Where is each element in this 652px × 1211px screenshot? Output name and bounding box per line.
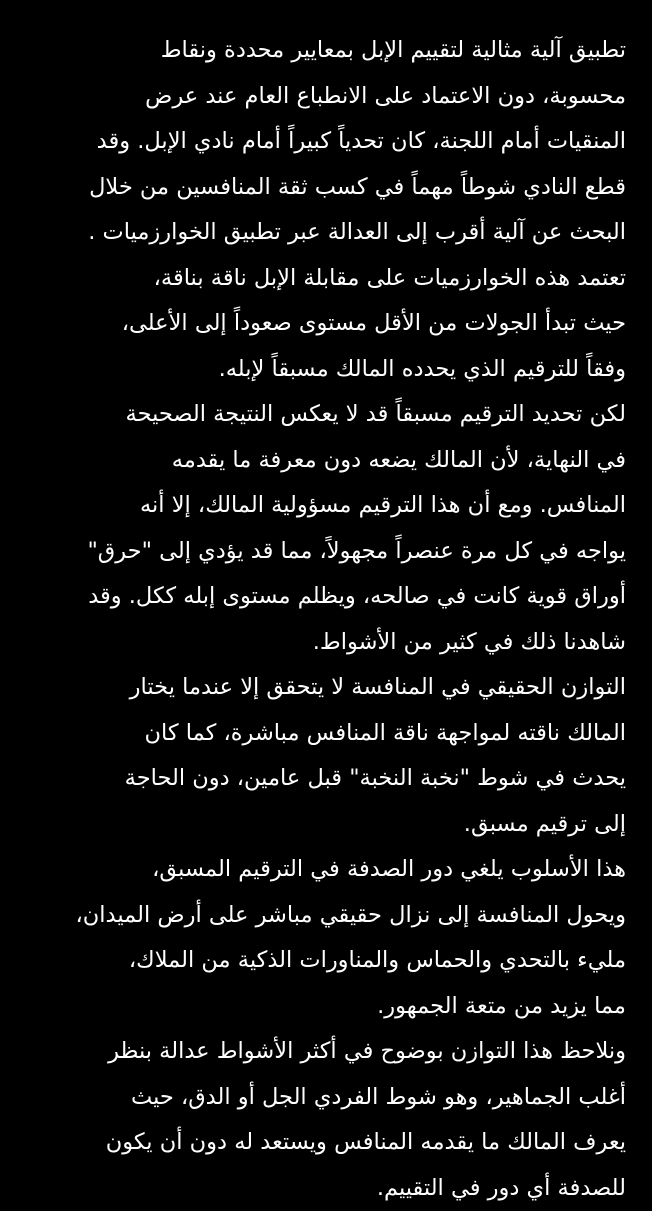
note-line: ويحول المنافسة إلى نزال حقيقي مباشر على أرض الميدان، [22,893,626,939]
note-text [22,28,626,1211]
note-line: المالك ناقته لمواجهة ناقة المنافس مباشرة، كما كان [22,711,626,757]
note-line: للصدفة أي دور في التقييم. [22,1166,626,1211]
top-edge [0,0,652,14]
note-line: تطبيق آلية مثالية لتقييم الإبل بمعايير محددة ونقاط [22,28,626,74]
note-line: تعتمد هذه الخوارزميات على مقابلة الإبل ناقة بناقة، [22,256,626,302]
note-line: إلى ترقيم مسبق. [22,802,626,848]
note-line: في النهاية، لأن المالك يضعه دون معرفة ما يقدمه [22,438,626,484]
note-line: شاهدنا ذلك في كثير من الأشواط. [22,620,626,666]
note-line: يحدث في شوط "نخبة النخبة" قبل عامين، دون الحاجة [22,756,626,802]
note-line: المنافس. ومع أن هذا الترقيم مسؤولية المالك، إلا أنه [22,483,626,529]
note-line: حيث تبدأ الجولات من الأقل مستوى صعوداً إلى الأعلى، [22,301,626,347]
note-line: هذا الأسلوب يلغي دور الصدفة في الترقيم المسبق، [22,847,626,893]
note-line: المنقيات أمام اللجنة، كان تحدياً كبيراً أمام نادي الإبل. وقد [22,119,626,165]
note-line: لكن تحديد الترقيم مسبقاً قد لا يعكس النتيجة الصحيحة [22,392,626,438]
note-line: أوراق قوية كانت في صالحه، ويظلم مستوى إبله ككل. وقد [22,574,626,620]
note-line: أغلب الجماهير، وهو شوط الفردي الجل أو الدق، حيث [22,1075,626,1121]
note-line: مليء بالتحدي والحماس والمناورات الذكية من الملاك، [22,938,626,984]
note-line: مما يزيد من متعة الجمهور. [22,984,626,1030]
note-line: يعرف المالك ما يقدمه المنافس ويستعد له دون أن يكون [22,1120,626,1166]
note-line: وفقاً للترقيم الذي يحدده المالك مسبقاً لإبله. [22,347,626,393]
note-line: التوازن الحقيقي في المنافسة لا يتحقق إلا عندما يختار [22,665,626,711]
note-line: ونلاحظ هذا التوازن بوضوح في أكثر الأشواط عدالة بنظر [22,1029,626,1075]
note-line: محسوبة، دون الاعتماد على الانطباع العام عند عرض [22,74,626,120]
note-line: قطع النادي شوطاً مهماً في كسب ثقة المنافسين من خلال [22,165,626,211]
note-line: يواجه في كل مرة عنصراً مجهولاً، مما قد يؤدي إلى "حرق" [22,529,626,575]
note-line: البحث عن آلية أقرب إلى العدالة عبر تطبيق الخوارزميات . [22,210,626,256]
